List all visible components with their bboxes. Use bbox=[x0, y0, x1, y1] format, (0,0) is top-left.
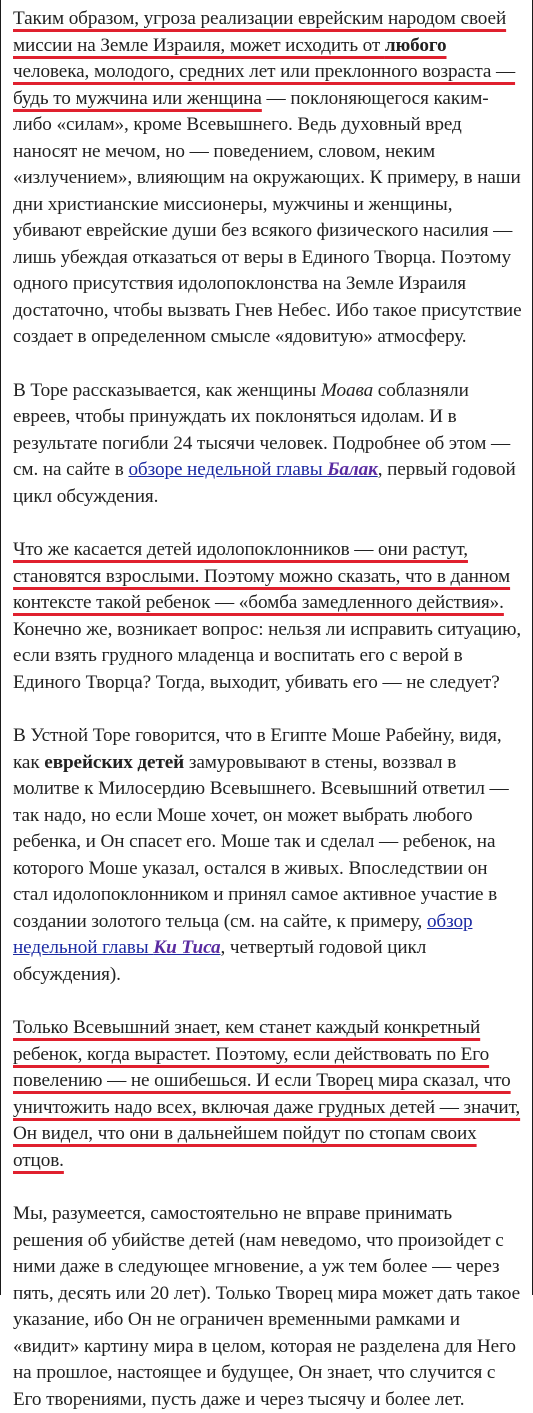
highlighted-text: Что же касается детей идолопоклонников — они растут, становятся взрослыми. Поэтому можно сказать, что в данном контексте такой ребенок — «бомба замедленного действия». bbox=[13, 539, 511, 613]
body-text: Конечно же, возникает вопрос: нельзя ли исправить ситуацию, если взять грудного младенца и воспитать его с верой в Единого Творца? Тогда, выходит, убивать его — не следует? bbox=[13, 618, 522, 693]
paragraph-1 bbox=[13, 6, 522, 351]
emphasis-bold: любого bbox=[384, 34, 447, 56]
emphasis-italic: Моава bbox=[320, 379, 374, 401]
link-ki-tisa-review[interactable]: обзор недельной главы Ки Тиса bbox=[13, 910, 473, 958]
paragraph-6 bbox=[13, 1201, 522, 1413]
paragraph-5 bbox=[13, 1015, 522, 1174]
highlighted-text: Только Всевышний знает, кем станет каждый конкретный ребенок, когда вырастет. Поэтому, если действовать по Его повелению — не ошибешься. И если Творец мира сказал, что уничтожить надо всех, включая даже грудных детей — значит, Он видел, что они в дальнейшем пойдут по стопам своих отцов. bbox=[13, 1017, 521, 1171]
paragraph-4: В Устной Торе говорится, что в Египте Моше Рабейну, видя, как еврейских детей замуровывают в стены, воззвал в молитве к Милосердию Всевышнего. Всевышний ответил — так надо, но если Моше хочет, он может выбрать любого ребенка, и Он спасет его. Моше так и сделал — ребенок, на которого Моше указал, остался в живых. Впоследствии он стал идолопоклонником и принял самое активное участие в создании золотого тельца (см. на сайте, к примеру, обзор недельной главы Ки Тиса, четвертый годовой цикл обсуждения). bbox=[13, 725, 509, 985]
emphasis-bold: еврейских детей bbox=[44, 751, 185, 773]
highlighted-text: Таким образом, угроза реализации еврейским народом своей миссии на Земле Израиля, может исходить от любого человека, молодого, средних лет или преклонного возраста — будь то мужчина или женщина bbox=[13, 8, 516, 109]
paragraph-2: В Торе рассказывается, как женщины Моава соблазняли евреев, чтобы принуждать их поклоняться идолам. И в результате погибли 24 тысячи человек. Подробнее об этом — см. на сайте в обзоре недельной главы Балак, первый годовой цикл обсуждения. bbox=[13, 379, 516, 507]
link-balak-review[interactable]: обзоре недельной главы Балак bbox=[128, 459, 378, 480]
paragraph-3 bbox=[13, 537, 522, 696]
body-text: — поклоняющегося каким-либо «силам», кроме Всевышнего. Ведь духовный вред наносят не мечом, но — поведением, словом, неким «излучением», влияющим на окружающих. К примеру, в наши дни христианские миссионеры, мужчины и женщины, убивают еврейские души без всякого физического насилия — лишь убеждая отказаться от веры в Единого Творца. Поэтому одного присутствия идолопоклонства на Земле Израиля достаточно, чтобы вызвать Гнев Небес. Ибо такое присутствие создает в определенном смысле «ядовитую» атмосферу. bbox=[13, 87, 522, 347]
body-text: Мы, разумеется, самостоятельно не вправе принимать решения об убийстве детей (нам неведомо, что произойдет с ними даже в следующее мгновение, а уж тем более — через пять, десять или 20 лет). Только Творец мира может дать такое указание, ибо Он не ограничен временными рамками и «видит» картину мира в целом, которая не разделена для Него на прошлое, настоящее и будущее, Он знает, что случится с Его творениями, пусть даже и через тысячу и более лет. bbox=[13, 1203, 521, 1410]
